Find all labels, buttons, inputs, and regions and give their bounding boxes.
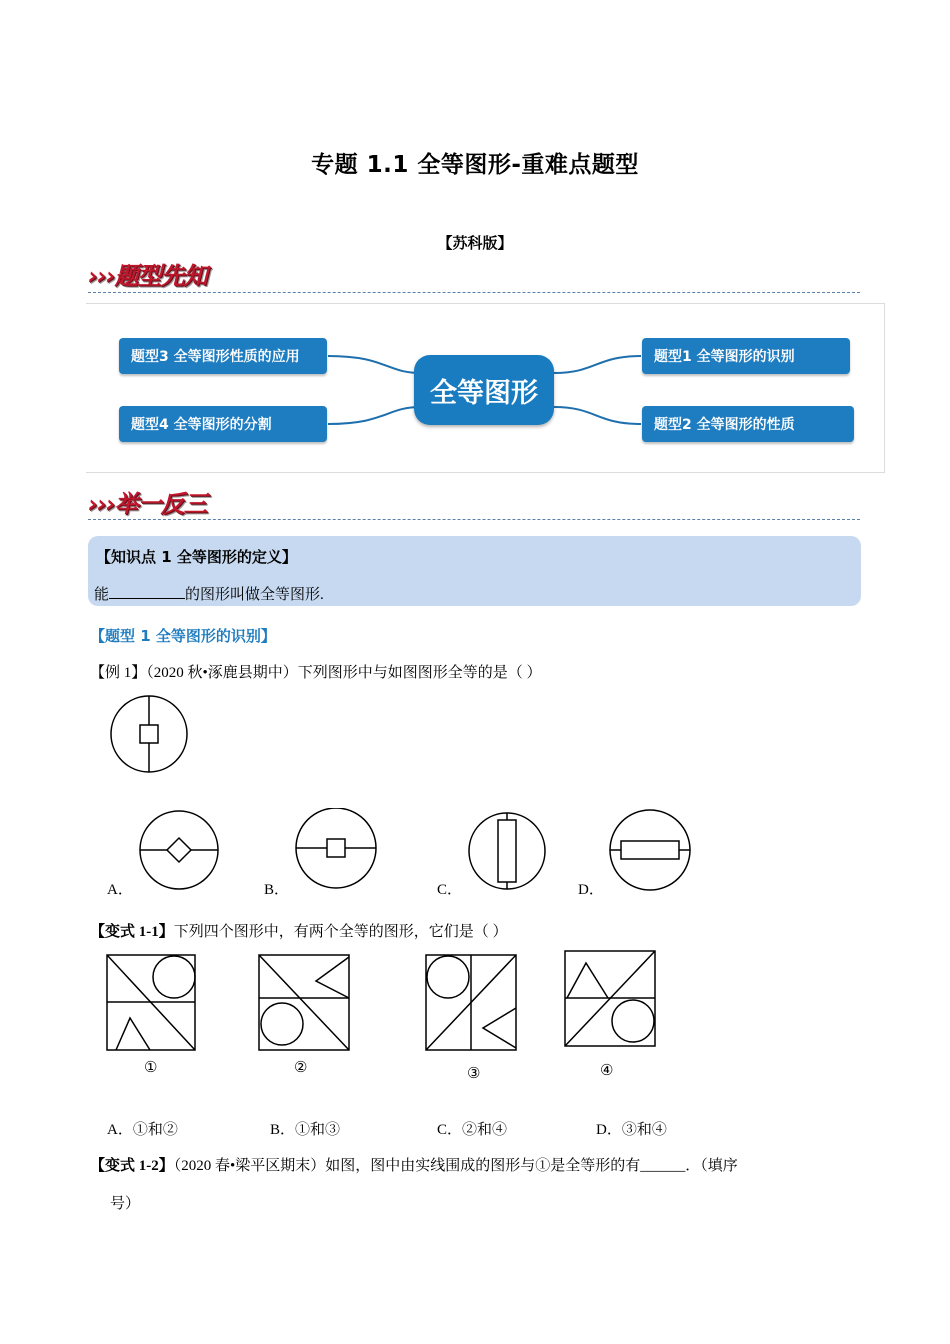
divider [88,519,860,520]
mindmap-node-type1: 题型1 全等图形的识别 [642,338,850,374]
mindmap-center-node: 全等图形 [414,355,554,425]
example-label: 【例 1】 [90,665,147,681]
page-title: 专题 1.1 全等图形-重难点题型 [311,152,639,178]
figure-4-label: ④ [600,1063,614,1079]
figure-3-label: ③ [467,1066,481,1082]
knowledge-definition [94,583,324,604]
example-1-question [90,661,542,682]
question-type-heading: 【题型 1 全等图形的识别】 [90,627,276,645]
knowledge-heading: 【知识点 1 全等图形的定义】 [96,548,297,566]
option-c-figure [460,808,560,898]
figure-1-label: ① [144,1060,158,1076]
mindmap-node-type4: 题型4 全等图形的分割 [119,406,327,442]
variant-1-2-question-cont: 号） [110,1196,141,1212]
example-text: （2020 秋•涿鹿县期中）下列图形中与如图图形全等的是（ ） [146,665,542,681]
example-reference-figure [100,690,200,780]
figure-1 [104,952,200,1054]
variant-option-b: B．①和③ [270,1122,341,1138]
divider [88,292,860,293]
variant-label: 【变式 1-1】 [90,924,174,940]
definition-suffix: 的图形叫做全等图形. [185,587,324,603]
section-header-practice: ›››举一反三 [88,490,207,518]
figure-3 [423,952,519,1054]
mindmap-node-type3: 题型3 全等图形性质的应用 [119,338,327,374]
option-b-label: B． [264,882,290,898]
option-d-figure [600,808,700,898]
section-header-preview: ›››题型先知 [88,262,207,290]
figure-2-label: ② [294,1060,308,1076]
option-c-label: C． [437,882,463,898]
mindmap-node-type2: 题型2 全等图形的性质 [642,406,854,442]
fill-blank [109,584,185,599]
figure-4 [562,948,658,1050]
edition-label: 【苏科版】 [437,234,513,252]
option-b-figure [285,808,385,898]
definition-prefix: 能 [94,587,110,603]
variant-option-d: D．③和④ [596,1122,667,1138]
variant-option-c: C．②和④ [437,1122,508,1138]
variant-text: 下列四个图形中，有两个全等的图形，它们是（ ） [173,924,508,940]
variant-label: 【变式 1-2】 [90,1158,174,1174]
option-d-label: D． [578,882,604,898]
variant-text: （2020 春•梁平区期末）如图，图中由实线围成的图形与①是全等形的有______．（填序 [173,1158,738,1174]
figure-2 [256,952,352,1054]
variant-1-2-question [90,1154,738,1175]
option-a-label: A． [107,882,133,898]
variant-option-a: A．①和② [107,1122,178,1138]
variant-1-1-question [90,920,508,941]
option-a-figure [130,808,230,898]
